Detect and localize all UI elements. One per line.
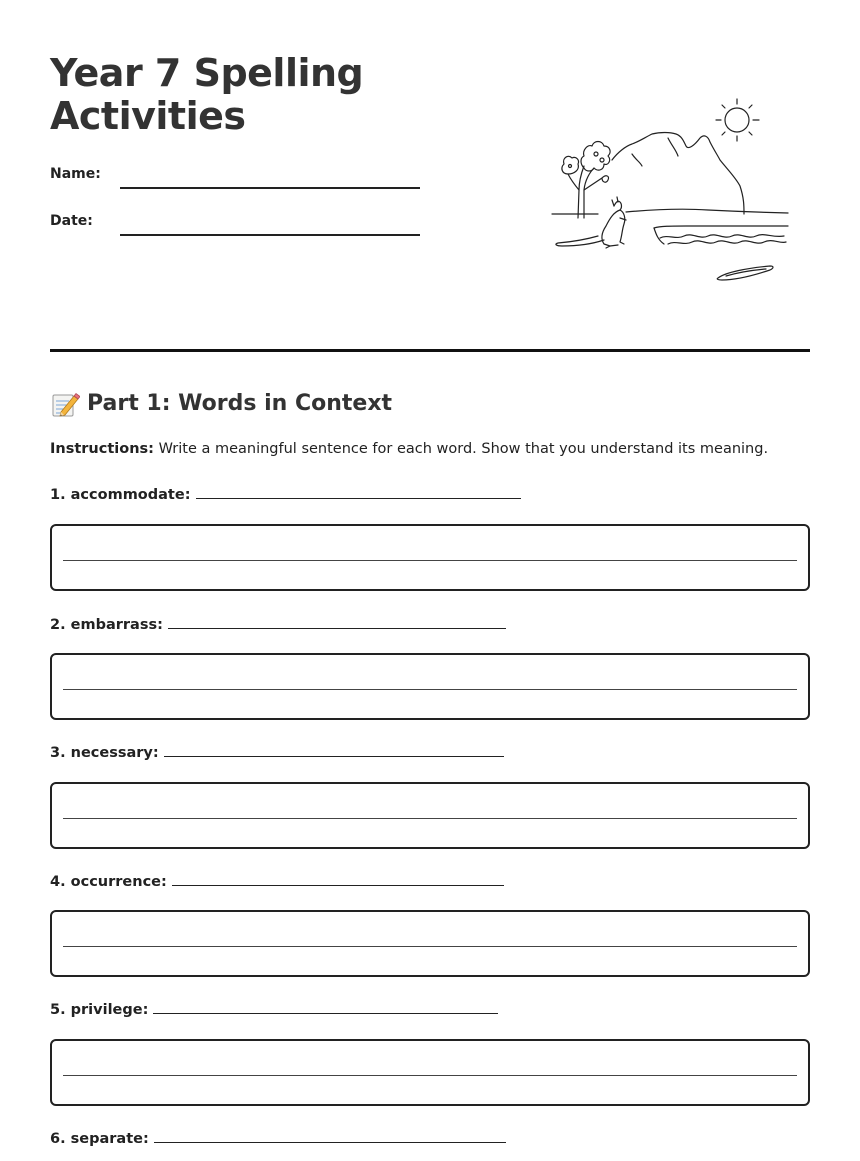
answer-line — [63, 818, 797, 819]
answer-box[interactable] — [50, 782, 810, 849]
sun-icon — [716, 99, 759, 141]
word-blank[interactable] — [164, 755, 504, 757]
word-prompt — [50, 487, 521, 503]
instructions — [50, 441, 768, 457]
kangaroo-icon — [556, 197, 626, 248]
word-prompt — [50, 745, 504, 761]
word-prompt — [50, 1131, 506, 1147]
title-line-1: Year 7 Spelling — [50, 51, 364, 95]
instructions-text: Write a meaningful sentence for each word. Show that you understand its meaning. — [153, 441, 769, 457]
word-label: 1. accommodate: — [50, 487, 191, 503]
name-label: Name: — [50, 166, 101, 182]
answer-box[interactable] — [50, 524, 810, 591]
page-title — [50, 52, 363, 138]
answer-box[interactable] — [50, 1039, 810, 1106]
title-line-2: Activities — [50, 94, 246, 138]
word-blank[interactable] — [168, 627, 506, 629]
word-label: 3. necessary: — [50, 745, 159, 761]
word-label: 5. privilege: — [50, 1002, 149, 1018]
memo-icon — [50, 390, 80, 418]
word-label: 2. embarrass: — [50, 617, 163, 633]
word-prompt — [50, 874, 504, 890]
word-prompt — [50, 617, 506, 633]
answer-line — [63, 689, 797, 690]
name-field[interactable] — [120, 187, 420, 189]
boomerang-icon — [717, 266, 773, 280]
word-blank[interactable] — [196, 497, 521, 499]
word-blank[interactable] — [172, 884, 504, 886]
australian-landscape-illustration — [548, 94, 798, 284]
word-blank[interactable] — [154, 1141, 506, 1143]
section-heading — [50, 389, 392, 419]
answer-box[interactable] — [50, 653, 810, 720]
word-blank[interactable] — [153, 1012, 498, 1014]
tree-icon — [562, 142, 610, 219]
answer-line — [63, 946, 797, 947]
instructions-label: Instructions: — [50, 441, 154, 457]
word-label: 4. occurrence: — [50, 874, 167, 890]
word-prompt — [50, 1002, 498, 1018]
section-heading-text: Part 1: Words in Context — [87, 391, 393, 416]
answer-box[interactable] — [50, 910, 810, 977]
date-field[interactable] — [120, 234, 420, 236]
word-label: 6. separate: — [50, 1131, 149, 1147]
answer-line — [63, 1075, 797, 1076]
answer-line — [63, 560, 797, 561]
date-label: Date: — [50, 213, 93, 229]
section-divider — [50, 349, 810, 352]
